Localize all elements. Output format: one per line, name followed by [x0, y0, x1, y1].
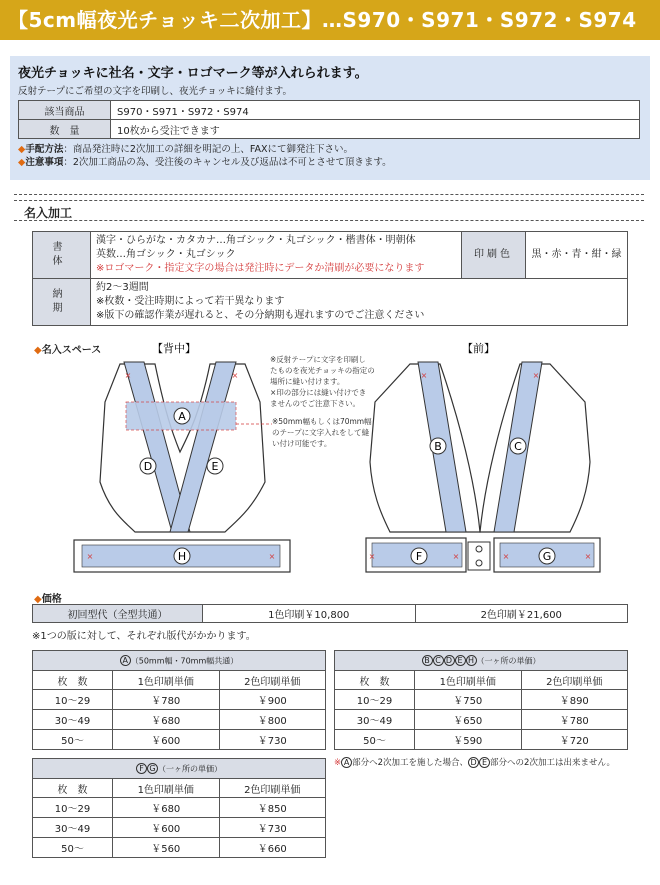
- info-value: 10枚から受注できます: [111, 120, 640, 139]
- font-line: 漢字・ひらがな・カタカナ…角ゴシック・丸ゴシック・楷書体・明朝体: [96, 235, 416, 246]
- letter-c: C: [514, 440, 522, 453]
- diagram-note: ※50mm幅もしくは70mm幅: [272, 417, 372, 426]
- font-line: 英数…角ゴシック・丸ゴシック: [96, 249, 236, 260]
- spec-row-delivery: [33, 279, 628, 326]
- table-row: 50～ ￥560 ￥660: [33, 838, 326, 858]
- diagram-note: ませんのでご注意下さい。: [270, 399, 360, 408]
- price-key: 初回型代（全型共通）: [33, 605, 203, 623]
- intro-subtitle: 反射テープにご希望の文字を印刷し、夜光チョッキに縫付ます。: [18, 86, 292, 97]
- col-header: 2色印刷単価: [219, 671, 326, 690]
- table-row: 10～29 ￥780 ￥900: [33, 690, 326, 710]
- caption: F G （一ヶ所の単価）: [33, 759, 326, 779]
- diagram-note: ×印の部分には縫い付けでき: [270, 388, 367, 397]
- table-row: 30～49 ￥680 ￥800: [33, 710, 326, 730]
- intro-title: 夜光チョッキに社名・文字・ロゴマーク等が入れられます。: [18, 66, 368, 81]
- note-text: ：商品発注時に2次加工の詳細を明記の上、FAXにて御発注下さい。: [63, 144, 353, 155]
- diagram-note: たものを夜光チョッキの指定の: [270, 366, 375, 375]
- col-header: 枚 数: [33, 671, 113, 690]
- svg-text:×: ×: [502, 552, 510, 561]
- spec-table: [32, 231, 628, 326]
- price-label: ◆価格: [34, 594, 62, 605]
- table-row: 50～ ￥600 ￥730: [33, 730, 326, 750]
- note-text: ：2次加工商品の為、受注後のキャンセル及び返品は不可とさせて頂きます。: [63, 157, 392, 168]
- section-title: 名入加工: [24, 206, 73, 220]
- diagram-note: ※反射テープに文字を印刷し: [270, 355, 366, 364]
- vest-diagram: [60, 342, 620, 582]
- diagram-label: ◆名入スペース: [34, 345, 102, 356]
- svg-text:×: ×: [584, 552, 592, 561]
- spec-font-value: [91, 232, 462, 279]
- price-table-fg: [32, 758, 326, 858]
- info-table: [18, 100, 640, 139]
- note-line: [18, 156, 642, 169]
- page-title: 【5cm幅夜光チョッキ二次加工】…S970・S971・S972・S974: [0, 0, 660, 40]
- letter-h: H: [177, 550, 187, 563]
- letter-e: E: [211, 460, 219, 473]
- letter-f: F: [415, 550, 423, 563]
- header-row: 枚 数 1色印刷単価 2色印刷単価: [33, 779, 326, 798]
- price-table-a: [32, 650, 326, 750]
- table-row: 50～ ￥590 ￥720: [335, 730, 628, 750]
- svg-text:×: ×: [452, 552, 460, 561]
- divider: [14, 200, 644, 201]
- svg-text:×: ×: [368, 552, 376, 561]
- caption-row: [33, 759, 326, 779]
- svg-text:×: ×: [420, 371, 428, 380]
- info-row: [19, 101, 640, 120]
- footnote: ※ A 部分へ2次加工を施した場合、 D E 部分への2次加工は出来ません。: [334, 758, 615, 768]
- note-label: 注意事項: [25, 157, 64, 168]
- spec-delivery-value: [91, 279, 628, 326]
- divider: [14, 220, 644, 221]
- svg-text:×: ×: [231, 371, 239, 380]
- delivery-line: ※枚数・受注時期によって若干異なります: [96, 296, 285, 307]
- col-header: 1色印刷単価: [113, 671, 220, 690]
- front-vest: [370, 364, 590, 532]
- caption: [33, 651, 326, 671]
- header-row: [33, 671, 326, 690]
- delivery-line: 約2～3週間: [96, 282, 149, 293]
- spec-key: 納 期: [33, 279, 91, 326]
- price-row: [33, 605, 628, 623]
- svg-text:×: ×: [86, 552, 94, 561]
- divider: [14, 194, 644, 195]
- svg-text:×: ×: [124, 371, 132, 380]
- price-v1: 1色印刷￥10,800: [203, 605, 416, 623]
- caption-row: [33, 651, 326, 671]
- svg-text:×: ×: [532, 371, 540, 380]
- delivery-line: ※版下の確認作業が遅れると、その分納期も遅れますのでご注意ください: [96, 310, 425, 321]
- info-key: 該当商品: [19, 101, 111, 120]
- info-row: [19, 120, 640, 139]
- table-row: 10～29 ￥750 ￥890: [335, 690, 628, 710]
- table-row: 30～49 ￥600 ￥730: [33, 818, 326, 838]
- diagram-note: のテープに文字入れをして縫: [272, 428, 370, 437]
- info-value: S970・S971・S972・S974: [111, 101, 640, 120]
- caption: B C D E H （一ヶ所の単価）: [335, 651, 628, 671]
- caption-text: （50mm幅・70mm幅共通）: [130, 656, 239, 666]
- letter-g: G: [542, 550, 552, 563]
- note-line: [18, 143, 642, 156]
- price-note: ※1つの版に対して、それぞれ版代がかかります。: [32, 631, 256, 642]
- letter-b: B: [434, 440, 442, 453]
- price-table: [32, 604, 628, 623]
- caption-text: （一ヶ所の単価）: [158, 764, 222, 774]
- intro-panel: [10, 56, 650, 180]
- diagram-note: い付け可能です。: [272, 439, 332, 448]
- header-row: 枚 数 1色印刷単価 2色印刷単価: [335, 671, 628, 690]
- spec-key: 印刷色: [462, 232, 526, 279]
- letter-a: A: [178, 410, 186, 423]
- notes: [18, 143, 642, 169]
- spec-key: 書 体: [33, 232, 91, 279]
- letter-d: D: [143, 460, 153, 473]
- diagram-note: 場所に縫い付けます。: [270, 377, 345, 386]
- price-table-bcdeh: [334, 650, 628, 750]
- font-note: ※ロゴマーク・指定文字の場合は発注時にデータか清刷が必要になります: [96, 263, 425, 274]
- spec-row-font: [33, 232, 628, 279]
- info-key: 数 量: [19, 120, 111, 139]
- table-row: 10～29 ￥680 ￥850: [33, 798, 326, 818]
- spec-color-value: 黒・赤・青・紺・緑: [526, 232, 628, 279]
- letter-a-icon: A: [120, 655, 131, 666]
- diamond-icon: ◆: [18, 144, 26, 155]
- caption-row: [335, 651, 628, 671]
- svg-text:×: ×: [268, 552, 276, 561]
- note-label: 手配方法: [25, 144, 64, 155]
- front-label: 【前】: [462, 342, 495, 355]
- caption-text: （一ヶ所の単価）: [476, 656, 541, 666]
- diamond-icon: ◆: [18, 157, 26, 168]
- price-v2: 2色印刷￥21,600: [415, 605, 628, 623]
- back-label: 【背中】: [152, 342, 196, 355]
- table-row: 30～49 ￥650 ￥780: [335, 710, 628, 730]
